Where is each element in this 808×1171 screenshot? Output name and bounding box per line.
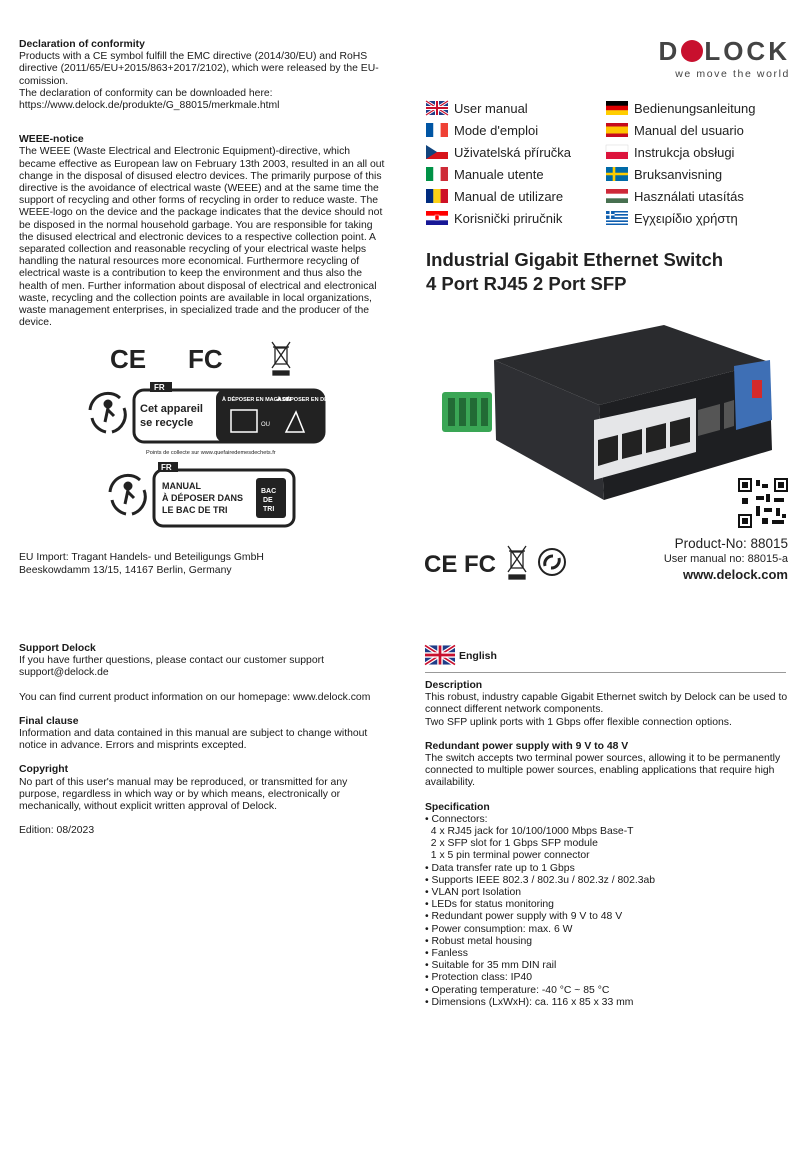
lang-label: Korisnički priručnik: [454, 211, 563, 226]
manual-number: User manual no: 88015-a: [663, 553, 788, 565]
eu-import: [19, 551, 319, 577]
es-flag-icon: [606, 123, 628, 137]
lang-item-fr[interactable]: [426, 123, 538, 139]
english-label: English: [459, 650, 497, 662]
lang-item-de[interactable]: [606, 101, 755, 117]
final-heading: Final clause: [19, 715, 79, 727]
lang-item-cz[interactable]: [426, 145, 571, 161]
lang-item-pl[interactable]: [606, 145, 734, 161]
lang-label: Manuale utente: [454, 167, 544, 182]
spec-item: 1 x 5 pin terminal power connector: [425, 850, 590, 862]
de-flag-icon: [606, 101, 628, 115]
lang-item-es[interactable]: [606, 123, 744, 139]
fc-mark: FC: [464, 551, 496, 578]
import-line2: Beeskowdamm 13/15, 14167 Berlin, Germany: [19, 565, 232, 576]
uk-flag-icon: [426, 101, 448, 115]
cz-flag-icon: [426, 145, 448, 159]
spec-item: • Supports IEEE 802.3 / 802.3u / 802.3z / 802.3ab: [425, 874, 656, 886]
ce-mark: CE: [424, 551, 458, 578]
spec-item: 2 x SFP slot for 1 Gbps SFP module: [425, 838, 598, 850]
language-heading-english: [425, 645, 497, 665]
lang-label: Bruksanvisning: [634, 167, 723, 182]
triman1-country: FR: [154, 383, 165, 392]
spec-item: • Fanless: [425, 948, 468, 960]
triman-icon: [90, 393, 125, 432]
title-line1: Industrial Gigabit Ethernet Switch: [426, 249, 724, 270]
lang-item-en[interactable]: [426, 101, 528, 117]
logo-tagline: we move the world: [675, 68, 790, 80]
ro-flag-icon: [426, 189, 448, 203]
weee-bin-icon: [508, 546, 526, 579]
triman2-country: FR: [161, 463, 172, 472]
product-image: [434, 300, 779, 500]
lang-item-ro[interactable]: [426, 189, 563, 205]
import-line1: EU Import: Tragant Handels- und Beteiligungs GmbH: [19, 552, 264, 563]
lang-label: Manual del usuario: [634, 123, 744, 138]
homepage-text: You can find current product information on our homepage: www.delock.com: [19, 691, 371, 703]
svg-text:BAC: BAC: [261, 488, 277, 495]
fr-flag-icon: [426, 123, 448, 137]
logo-wordmark: D LOCK: [658, 36, 790, 66]
lang-item-hu[interactable]: [606, 189, 744, 205]
edition: Edition: 08/2023: [19, 825, 95, 837]
specification-list: [425, 814, 789, 1009]
weee-bin-icon: [272, 342, 290, 375]
hr-flag-icon: [426, 211, 448, 225]
lang-label: Εγχειρίδιο χρήστη: [634, 211, 738, 226]
description-text2: Two SFP uplink ports with 1 Gbps offer flexible connection options.: [425, 716, 732, 728]
product-title: [426, 248, 796, 296]
description-heading: Description: [425, 680, 483, 691]
specification-heading: Specification: [425, 801, 490, 813]
spec-item: • Operating temperature: -40 °C ~ 85 °C: [425, 984, 610, 996]
spec-item: • Dimensions (LxWxH): ca. 116 x 85 x 33 mm: [425, 996, 634, 1008]
lang-item-se[interactable]: [606, 167, 722, 183]
conformity-heading: Declaration of conformity: [19, 39, 145, 50]
conformity-text: Products with a CE symbol fulfill the EMC directive (2014/30/EU) and RoHS directive (2011/65/EU+2015/863+2017/2102), which were released by the EU-comission.: [19, 51, 379, 87]
svg-text:DE: DE: [263, 497, 273, 504]
divider: [425, 672, 786, 673]
support-email[interactable]: support@delock.de: [19, 667, 109, 679]
triman-recycle-label: [86, 380, 356, 458]
certification-marks-left: [110, 340, 330, 376]
lang-item-it[interactable]: [426, 167, 544, 183]
description-text: This robust, industry capable Gigabit Ethernet switch by Delock can be used to connect different network components.: [425, 692, 788, 716]
support-section: [19, 643, 389, 837]
lang-label: User manual: [454, 101, 528, 116]
svg-text:TRI: TRI: [263, 506, 275, 513]
copyright-heading: Copyright: [19, 764, 69, 776]
english-section: [425, 680, 789, 1009]
weee-heading: WEEE-notice: [19, 134, 84, 146]
support-text: If you have further questions, please contact our customer support: [19, 655, 324, 667]
lang-label: Instrukcja obsługi: [634, 145, 735, 160]
conformity-download-text: The declaration of conformity can be downloaded here:: [19, 87, 273, 99]
spec-item: • VLAN port Isolation: [425, 887, 522, 899]
final-text: Information and data contained in this manual are subject to change without notice in advance. Errors and misprints excepted.: [19, 728, 368, 752]
green-dot-icon: [539, 549, 565, 575]
lang-item-hr[interactable]: [426, 211, 562, 227]
spec-item: • Power consumption: max. 6 W: [425, 923, 573, 935]
triman1-opt2: À DÉPOSER EN DÉCHÈTERIE: [277, 397, 356, 403]
gr-flag-icon: [606, 211, 628, 225]
certification-marks-right: [424, 544, 574, 580]
ce-mark: CE: [110, 344, 147, 374]
lang-label: Mode d'emploi: [454, 123, 539, 138]
product-info: [664, 536, 788, 582]
triman1-footer: Points de collecte sur www.quefairedemesdechets.fr: [146, 450, 276, 456]
qr-code: [738, 478, 788, 528]
conformity-url[interactable]: https://www.delock.de/produkte/G_88015/merkmale.html: [19, 100, 280, 112]
spec-item: • LEDs for status monitoring: [425, 899, 554, 911]
spec-item: • Data transfer rate up to 1 Gbps: [425, 862, 575, 874]
fc-mark: FC: [188, 344, 223, 374]
spec-item: 4 x RJ45 jack for 10/100/1000 Mbps Base-T: [425, 826, 634, 838]
se-flag-icon: [606, 167, 628, 181]
spec-item: • Redundant power supply with 9 V to 48 V: [425, 911, 623, 923]
redundant-heading: Redundant power supply with 9 V to 48 V: [425, 740, 629, 752]
triman2-line1: MANUAL: [162, 481, 201, 491]
redundant-text: The switch accepts two terminal power sources, allowing it to be permanently connected to multiple power sources, enabling applications that require high availability.: [425, 753, 781, 789]
lang-label: Manual de utilizare: [454, 189, 564, 204]
support-heading: Support Delock: [19, 643, 96, 654]
spec-item: • Connectors:: [425, 813, 488, 825]
lang-label: Használati utasítás: [634, 189, 744, 204]
spec-item: • Suitable for 35 mm DIN rail: [425, 960, 557, 972]
it-flag-icon: [426, 167, 448, 181]
lang-item-gr[interactable]: [606, 211, 738, 227]
weee-text: The WEEE (Waste Electrical and Electronic Equipment)-directive, which became effective as European law on February 13th 2003, resulted in an all out change in the disposal of disused electro devices. The primarily purpose of this directive is the avoidance of electrical waste (WEEE) and at the same time the support of recycling and other forms of recycling in order to reduce waste. The WEEE-logo on the device and the package indicates that the device should not be disposed in the normal household garbage. You are responsible for taking the disused electrical and electronic devices to a respective collection point. A separated collection and reasonable recycling of your electrical waste helps handling the natural resources more economical. Furthermore recycling of electrical waste is a contribution to keep the environment and thus also the health of men. Further information about disposal of electrical and electronical waste, recycling and the collection points are available in local organizations, waste management enterprises, in specialized trade and the producer of the device.: [19, 146, 385, 329]
pl-flag-icon: [606, 145, 628, 159]
triman-icon: [110, 475, 145, 514]
hu-flag-icon: [606, 189, 628, 203]
spec-item: • Protection class: IP40: [425, 972, 533, 984]
triman1-headline-1: Cet appareil: [140, 403, 203, 415]
triman2-line3: LE BAC DE TRI: [162, 505, 228, 515]
website-link[interactable]: www.delock.com: [683, 567, 788, 582]
triman-manual-label: [106, 462, 296, 528]
copyright-text: No part of this user's manual may be reproduced, or transmitted for any purpose, regardless in which way or by which means, electronically or mechanically, without explicit written approval of Delock.: [19, 776, 348, 813]
triman1-or: OU: [261, 422, 270, 428]
delock-logo: [630, 36, 790, 80]
triman1-opt1: À DÉPOSER EN MAGASIN: [222, 397, 292, 403]
spec-item: • Robust metal housing: [425, 935, 533, 947]
lang-label: Bedienungsanleitung: [634, 101, 756, 116]
triman1-headline-2: se recycle: [140, 417, 194, 429]
title-line2: 4 Port RJ45 2 Port SFP: [426, 273, 627, 294]
product-number: Product-No: 88015: [674, 536, 788, 551]
conformity-section: [19, 39, 389, 329]
uk-flag-icon: [425, 645, 455, 665]
triman2-line2: À DÉPOSER DANS: [162, 493, 244, 503]
lang-label: Uživatelská příručka: [454, 145, 572, 160]
